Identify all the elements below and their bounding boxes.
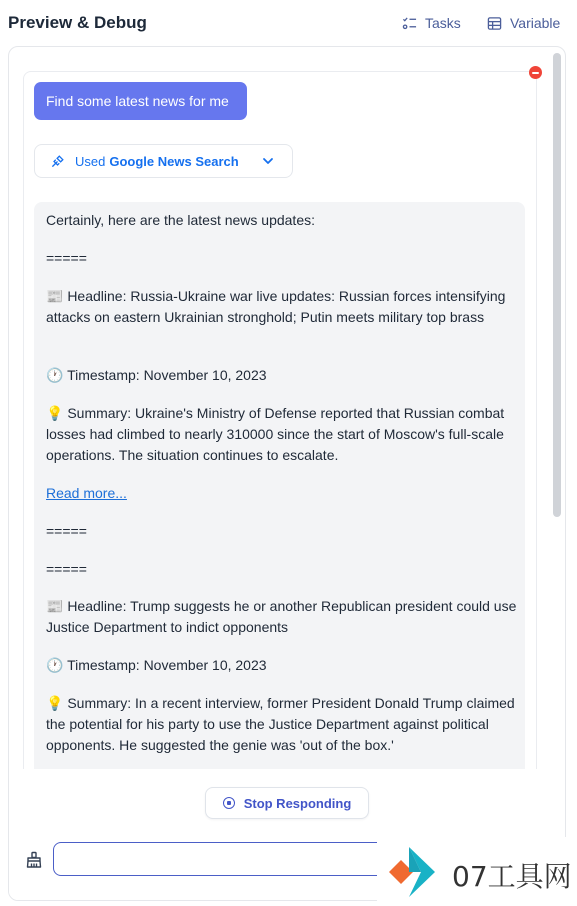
news-headline: 📰 Headline: Trump suggests he or another Republican president could use Justice Department to indict opponents: [46, 598, 517, 635]
task-list-icon: [402, 16, 417, 31]
variable-label: Variable: [510, 15, 561, 31]
variable-button[interactable]: [487, 15, 560, 31]
table-icon: [487, 16, 502, 31]
tool-used-toggle[interactable]: [34, 144, 293, 178]
chevron-down-icon: [261, 154, 275, 168]
stop-responding-label: Stop Responding: [243, 795, 352, 811]
news-timestamp: 🕐 Timestamp: November 10, 2023: [46, 657, 267, 673]
separator: =====: [46, 523, 87, 539]
page-title: Preview & Debug: [8, 13, 147, 32]
news-headline: 📰 Headline: Russia-Ukraine war live updates: Russian forces intensifying attacks on eastern Ukrainian stronghold; Putin meets military top brass: [46, 288, 506, 325]
broom-icon[interactable]: [25, 851, 43, 869]
watermark-text: 07工具网: [452, 860, 572, 893]
watermark-logo-icon: [387, 845, 442, 899]
tool-used-prefix: Used: [75, 153, 106, 169]
debug-panel: [8, 46, 566, 901]
tasks-label: Tasks: [425, 15, 461, 31]
user-message-bubble: Find some latest news for me: [34, 82, 247, 120]
answer-intro: Certainly, here are the latest news updates:: [46, 212, 316, 228]
news-timestamp: 🕐 Timestamp: November 10, 2023: [46, 367, 267, 383]
tasks-button[interactable]: [402, 15, 461, 31]
tool-name: Google News Search: [109, 153, 239, 169]
separator: =====: [46, 561, 87, 577]
news-summary: 💡 Summary: In a recent interview, former President Donald Trump claimed the potential for his party to use the Justice Department against political opponents. He suggested the genie was 'out of the box.': [46, 695, 515, 753]
stop-icon: [223, 797, 235, 809]
scrollbar-thumb[interactable]: [553, 53, 561, 517]
panel-header: [0, 0, 577, 46]
remove-icon[interactable]: [529, 66, 542, 79]
stop-responding-button[interactable]: [205, 787, 369, 819]
assistant-answer: [34, 202, 525, 802]
plugin-icon: [51, 154, 65, 168]
watermark: [377, 837, 577, 906]
read-more-link[interactable]: Read more...: [46, 485, 127, 501]
news-summary: 💡 Summary: Ukraine's Ministry of Defense reported that Russian combat losses had climbed to nearly 310000 since the start of Moscow's full-scale operations. The situation continues to escalate.: [46, 405, 505, 463]
separator: =====: [46, 250, 87, 266]
